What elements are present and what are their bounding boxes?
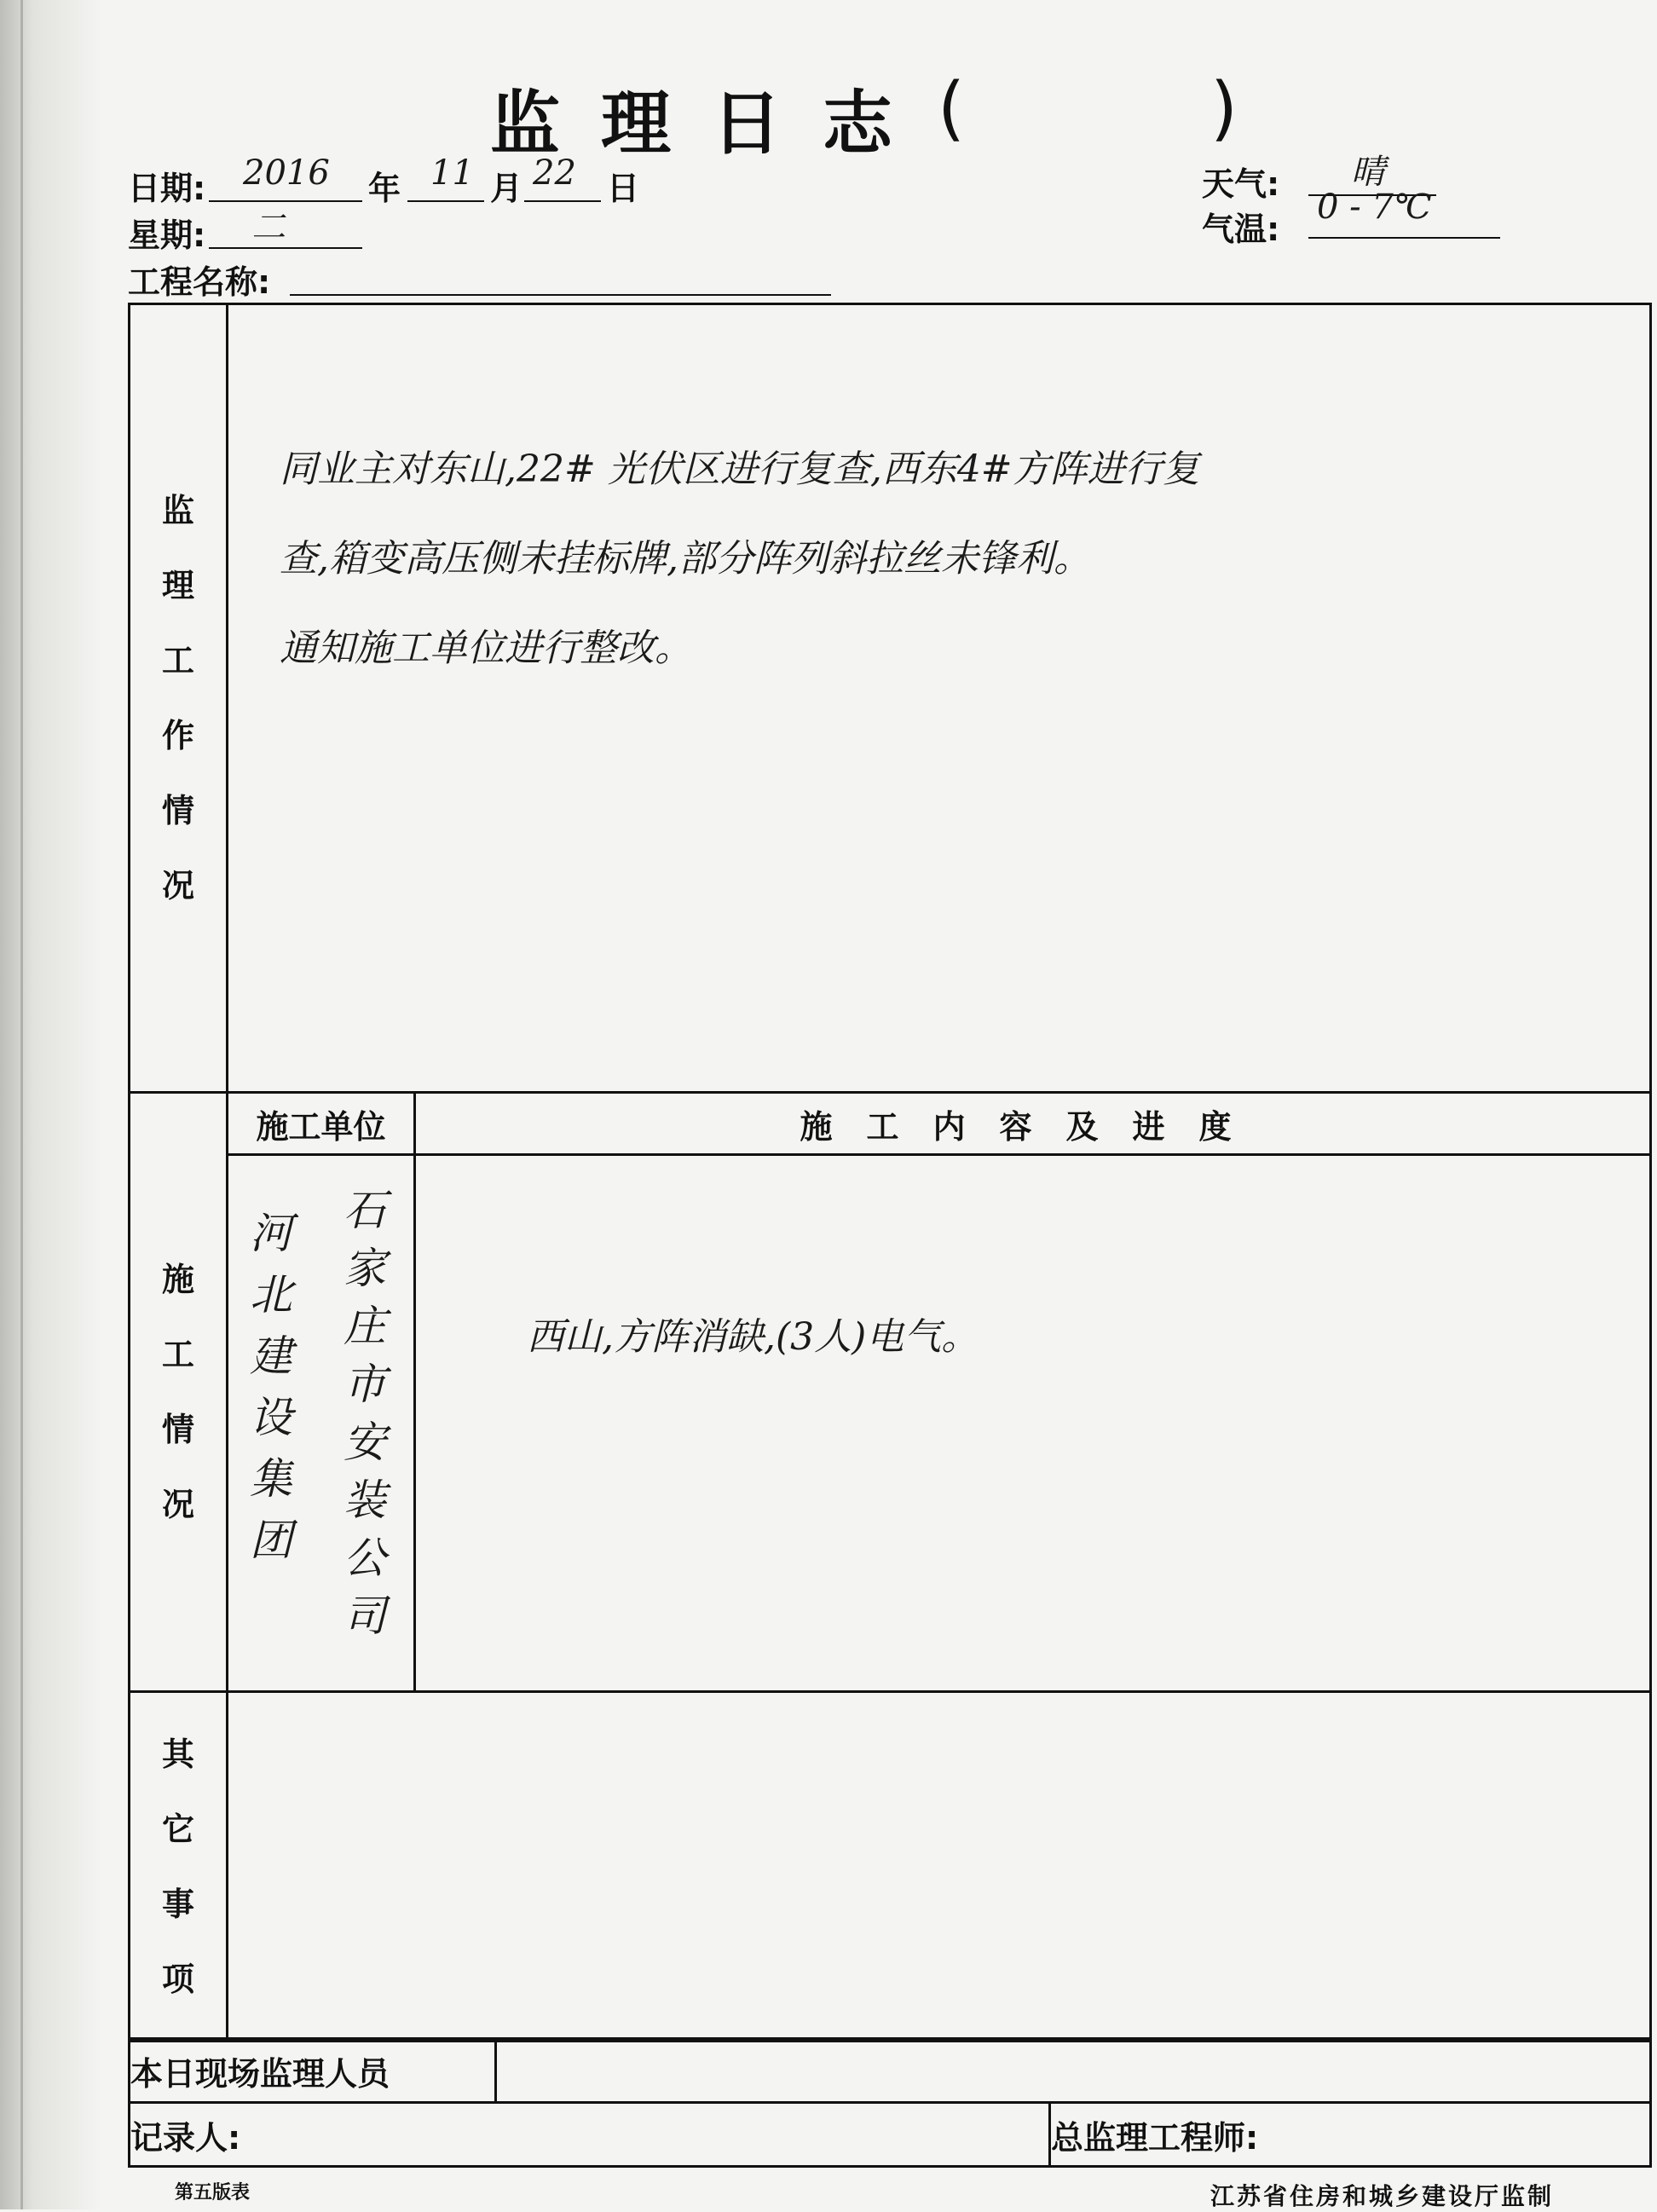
temp-value: 0 - 7℃ [1317,188,1432,227]
year-underline [209,200,362,202]
weather-value: 晴 [1351,153,1385,192]
work-line-3: 通知施工单位进行整改。 [280,627,692,670]
unit-name-2: 石 家 庄 市 安 装 公 司 [344,1186,386,1641]
issuer: 江苏省住房和城乡建设厅监制 [1210,2182,1555,2210]
work-content-cell [228,304,1651,1093]
recorder-label: 记录人: [130,2103,1050,2167]
year-value: 2016 [243,153,330,193]
day-value: 22 [533,153,576,193]
signature-row [130,2103,1651,2167]
temp-underline [1308,237,1500,239]
work-section-row [130,304,1651,1093]
month-label: 月 [490,170,523,207]
project-underline [290,294,831,296]
work-section-label: 监 理 工 作 情 况 [130,304,228,1093]
temp-label: 气温: [1202,211,1280,248]
weekday-underline [209,247,362,249]
year-label: 年 [368,170,401,207]
month-underline [407,200,484,202]
day-label: 日 [607,170,640,207]
day-underline [524,200,601,202]
staff-label: 本日现场监理人员 [130,2039,496,2103]
construction-body-row [130,1155,1651,1692]
construction-header-row [130,1093,1651,1155]
signature-table [128,2037,1652,2168]
other-content-cell [228,1692,1651,2042]
weather-label: 天气: [1202,165,1280,203]
construction-unit-cell [228,1155,415,1692]
weekday-label: 星期: [128,217,206,254]
log-form-table [128,303,1652,2042]
date-label: 日期: [128,170,206,207]
work-line-2: 查,箱变高压侧未挂标牌,部分阵列斜拉丝未锋利。 [280,537,1091,580]
month-value: 11 [430,153,474,193]
other-section-row [130,1692,1651,2042]
form-version: 第五版表 [175,2182,251,2203]
content-header: 施工内容及进度 [415,1093,1651,1155]
other-section-label: 其 它 事 项 [130,1692,228,2042]
construction-content-cell [415,1155,1651,1692]
title-paren-close: ) [1210,68,1238,149]
unit-name-1: 河 北 建 设 集 团 [250,1209,292,1565]
project-label: 工程名称: [128,263,271,301]
scan-edge [0,0,102,2209]
construction-section-label: 施 工 情 况 [130,1093,228,1692]
staff-value-cell [496,2039,1651,2103]
staff-row [130,2039,1651,2103]
unit-header: 施工单位 [228,1093,415,1155]
chief-engineer-label: 总监理工程师: [1050,2103,1651,2167]
work-line-1: 同业主对东山,22# 光伏区进行复查,西东4#方阵进行复 [280,448,1200,491]
binding-line [20,0,23,2209]
page-title: 监理日志 [490,84,934,165]
weekday-value: 二 [251,208,286,247]
title-paren-open: ( [938,68,965,149]
construction-content-text: 西山,方阵消缺,(3人)电气。 [527,1315,979,1359]
